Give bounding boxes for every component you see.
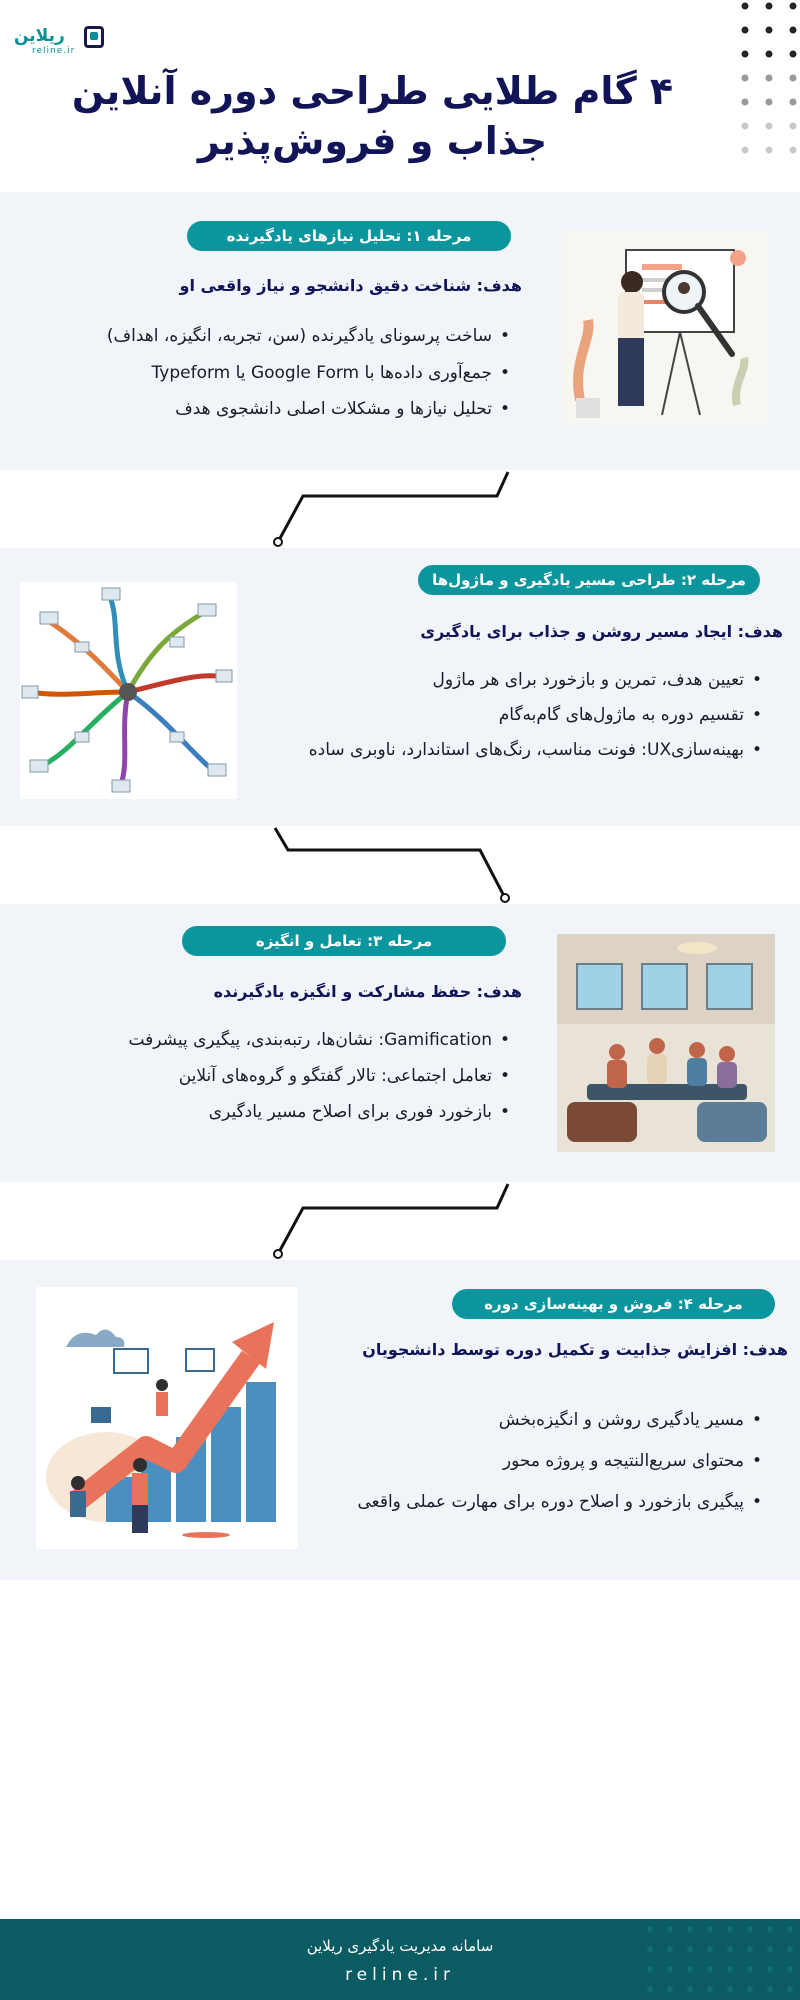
stage-3-goal: هدف: حفظ مشارکت و انگیزه یادگیرنده (213, 982, 522, 1001)
stage-3-illustration (557, 934, 775, 1152)
stage-4-illustration (36, 1287, 298, 1549)
list-item: • محتوای سریع‌النتیجه و پروژه محور (357, 1451, 762, 1492)
stage-3-label: مرحله ۳: تعامل و انگیزه (182, 926, 506, 956)
list-item: • بهینه‌سازیUX: فونت مناسب، رنگ‌های استاندارد، ناوبری ساده (309, 740, 762, 775)
stage-2-section (0, 548, 800, 826)
footer-title: سامانه مدیریت یادگیری ریلاین (306, 1937, 494, 1955)
list-item: • مسیر یادگیری روشن و انگیزه‌بخش (357, 1410, 762, 1451)
list-item: • ساخت پرسونای یادگیرنده (سن، تجربه، انگیزه، اهداف) (107, 326, 510, 363)
stage-1-illustration (562, 230, 768, 425)
list-item: • تعیین هدف، تمرین و بازخورد برای هر ماژول (309, 670, 762, 705)
stage-3-bullets (128, 1030, 510, 1138)
connector-line-2 (0, 826, 800, 904)
stage-1-goal: هدف: شناخت دقیق دانشجو و نیاز واقعی او (179, 276, 522, 295)
stage-3-section (0, 904, 800, 1182)
stage-1-bullets (107, 326, 510, 435)
page-title: ۴ گام طلایی طراحی دوره آنلاین جذاب و فروش‌پذیر (71, 69, 674, 163)
stage-2-goal: هدف: ایجاد مسیر روشن و جذاب برای یادگیری (420, 622, 783, 641)
decorative-dot-grid (734, 0, 800, 170)
list-item: • تقسیم دوره به ماژول‌های گام‌به‌گام (309, 705, 762, 740)
list-item: • تعامل اجتماعی: تالار گفتگو و گروه‌های آنلاین (128, 1066, 510, 1102)
stage-2-bullets (309, 670, 762, 775)
stage-2-label: مرحله ۲: طراحی مسیر یادگیری و ماژول‌ها (418, 565, 760, 595)
list-item: • بازخورد فوری برای اصلاح مسیر یادگیری (128, 1102, 510, 1138)
list-item: • تحلیل نیازها و مشکلات اصلی دانشجوی هدف (107, 399, 510, 435)
stage-1-section (0, 192, 800, 470)
list-item: • جمع‌آوری داده‌ها با Google Form یا Typeform (107, 363, 510, 399)
stage-2-illustration (20, 582, 237, 799)
list-item: • Gamification: نشان‌ها، رتبه‌بندی، پیگیری پیشرفت (128, 1030, 510, 1066)
footer-url-link[interactable]: reline.ir (345, 1965, 455, 1985)
stage-4-goal: هدف: افزایش جذابیت و تکمیل دوره توسط دانشجویان (362, 1340, 788, 1359)
stage-4-section (0, 1260, 800, 1580)
stage-4-label: مرحله ۴: فروش و بهینه‌سازی دوره (452, 1289, 775, 1319)
reline-logo[interactable] (12, 24, 104, 56)
connector-line-3 (0, 1182, 800, 1260)
footer (0, 1919, 800, 2000)
logo-subtext: reline.ir (32, 46, 76, 56)
list-item: • پیگیری بازخورد و اصلاح دوره برای مهارت عملی واقعی (357, 1492, 762, 1533)
logo-mark-icon (84, 26, 104, 48)
logo-text: ریلاین (14, 26, 65, 46)
stage-1-label: مرحله ۱: تحلیل نیازهای یادگیرنده (187, 221, 511, 251)
stage-4-bullets (357, 1410, 762, 1533)
connector-line-1 (0, 470, 800, 548)
footer-dot-pattern (640, 1919, 800, 2000)
